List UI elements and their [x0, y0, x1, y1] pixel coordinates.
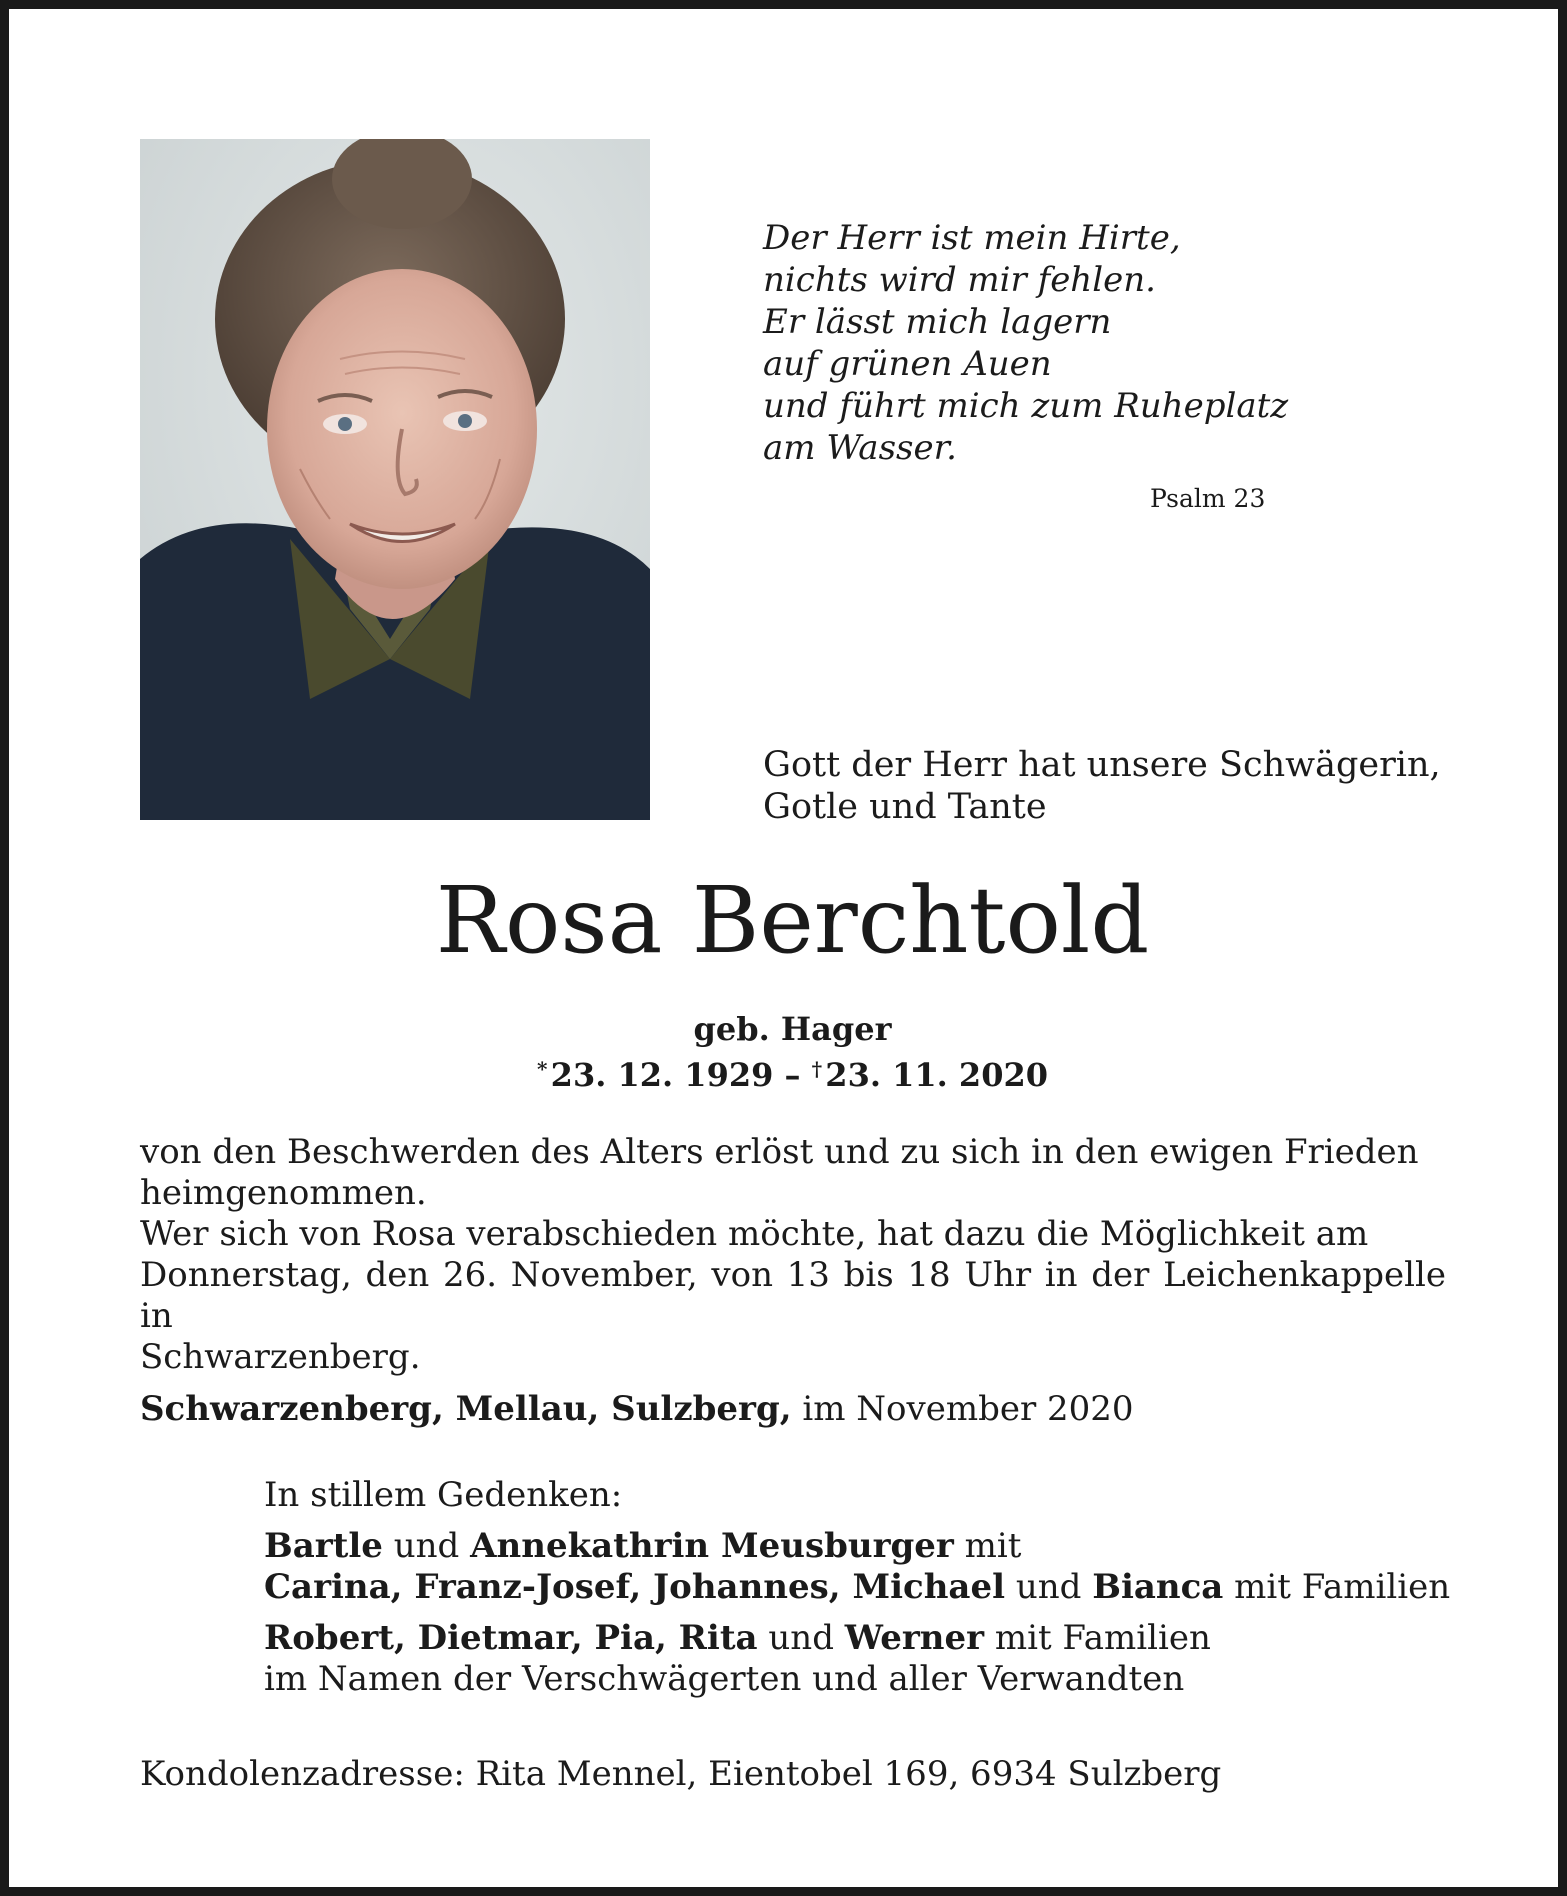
- date-separator: –: [773, 1056, 812, 1094]
- portrait-photo: [140, 139, 650, 820]
- announcement-text: [140, 1132, 1446, 1378]
- mourners-row: [264, 1618, 1464, 1659]
- mourner-names: Carina, Franz-Josef, Johannes, Michael: [264, 1567, 1006, 1607]
- birth-symbol: *: [537, 1057, 548, 1081]
- conjunction: und: [382, 1526, 471, 1566]
- mourner-name: Annekathrin Meusburger: [470, 1526, 954, 1566]
- psalm-line: Er lässt mich lagern: [763, 302, 1112, 342]
- mourners-row: im Namen der Verschwägerten und aller Verwandten: [264, 1659, 1185, 1699]
- death-symbol: †: [811, 1057, 823, 1081]
- family-suffix: mit Familien: [1223, 1567, 1451, 1607]
- psalm-quote: [763, 217, 1323, 469]
- psalm-line: und führt mich zum Ruheplatz: [763, 386, 1289, 426]
- conjunction: und: [1005, 1567, 1093, 1607]
- mourner-name: Bartle: [264, 1526, 383, 1566]
- family-suffix: mit Familien: [984, 1618, 1211, 1658]
- psalm-line: Der Herr ist mein Hirte,: [763, 218, 1181, 258]
- body-line: Wer sich von Rosa verabschieden möchte, hat dazu die Möglichkeit am: [140, 1214, 1369, 1254]
- mourner-name: Werner: [844, 1618, 985, 1658]
- place-and-date: [140, 1389, 1446, 1430]
- condolence-address: Kondolenzadresse: Rita Mennel, Eientobel 169, 6934 Sulzberg: [140, 1754, 1222, 1794]
- life-dates: [9, 1049, 1567, 1095]
- intro-text: [763, 744, 1453, 828]
- mourner-name: Bianca: [1092, 1567, 1224, 1607]
- mourner-names: Robert, Dietmar, Pia, Rita: [264, 1618, 758, 1658]
- birth-date: 23. 12. 1929: [550, 1056, 774, 1094]
- mourners-row: [264, 1567, 1464, 1608]
- intro-line: Gotle und Tante: [763, 787, 1047, 827]
- mourners-heading: In stillem Gedenken:: [264, 1475, 623, 1515]
- maiden-name: geb. Hager: [693, 1010, 892, 1048]
- psalm-line: am Wasser.: [763, 428, 957, 468]
- body-line: von den Beschwerden des Alters erlöst und zu sich in den ewigen Frieden: [140, 1132, 1419, 1172]
- deceased-name: Rosa Berchtold: [435, 867, 1150, 974]
- body-line: heimgenommen.: [140, 1173, 427, 1213]
- death-date: 23. 11. 2020: [825, 1056, 1048, 1094]
- intro-line: Gott der Herr hat unsere Schwägerin,: [763, 745, 1441, 785]
- psalm-line: nichts wird mir fehlen.: [763, 260, 1156, 300]
- mourners-block: [264, 1475, 1464, 1700]
- portrait-image: [140, 139, 650, 820]
- mourners-row: [264, 1526, 1464, 1567]
- body-line: Schwarzenberg.: [140, 1337, 421, 1377]
- conjunction: mit: [953, 1526, 1022, 1566]
- conjunction: und: [757, 1618, 845, 1658]
- place-date: im November 2020: [791, 1389, 1134, 1429]
- places: Schwarzenberg, Mellau, Sulzberg,: [140, 1389, 792, 1429]
- psalm-reference: Psalm 23: [1150, 484, 1266, 513]
- body-line: Donnerstag, den 26. November, von 13 bis 18 Uhr in der Leichenkappelle in: [140, 1255, 1446, 1336]
- psalm-line: auf grünen Auen: [763, 344, 1052, 384]
